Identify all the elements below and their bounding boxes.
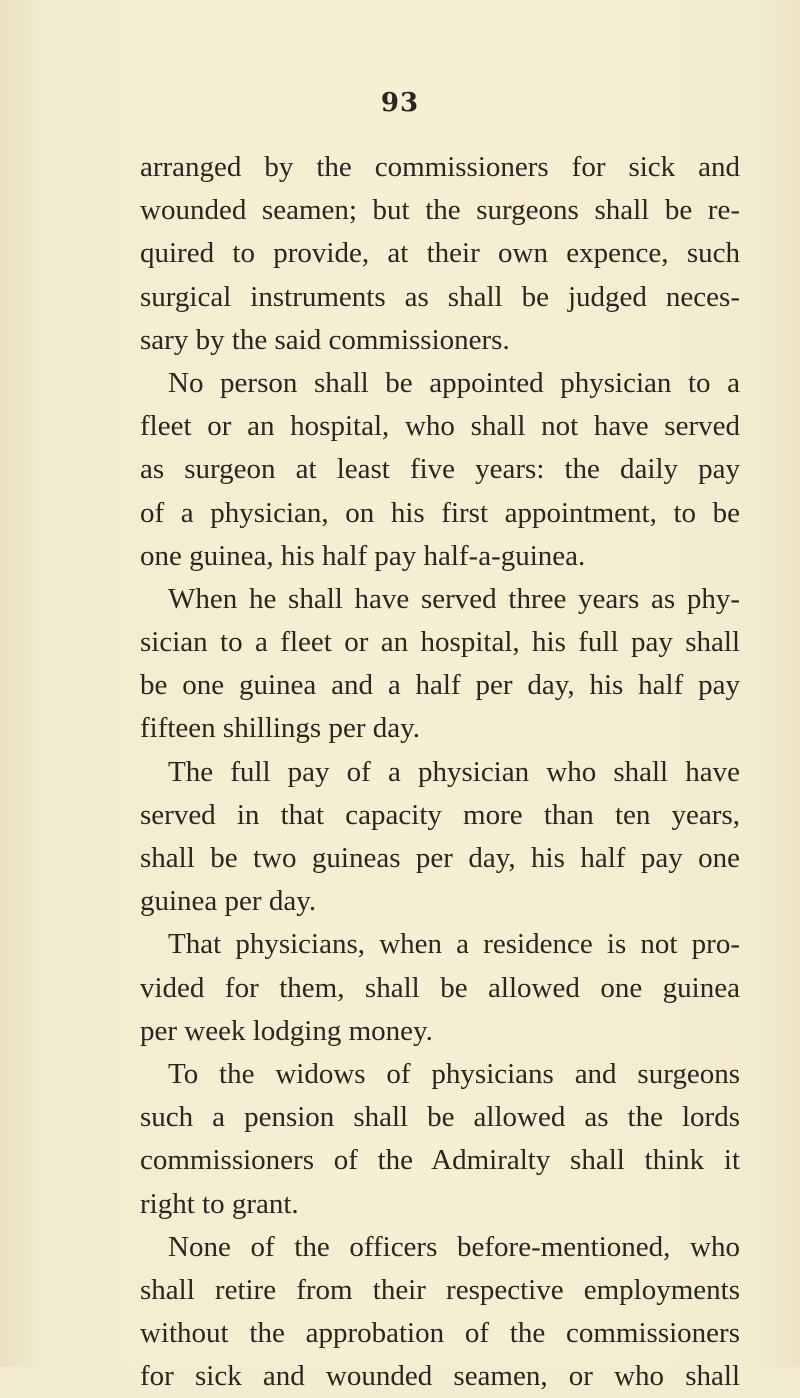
text-line: shall be two guineas per day, his half pay one — [140, 842, 740, 874]
text-line: When he shall have served three years as phy- — [168, 582, 740, 615]
text-line: for sick and wounded seamen, or who shall — [140, 1360, 740, 1393]
text-line: fifteen shillings per day. — [140, 712, 420, 745]
text-line: without the approbation of the commissioners — [140, 1317, 740, 1350]
text-line: such a pension shall be allowed as the lords — [140, 1101, 740, 1134]
text-line: The full pay of a physician who shall have — [168, 755, 740, 788]
text-line: per week lodging money. — [140, 1014, 433, 1047]
text-line: of a physician, on his first appointment, to be — [140, 496, 740, 529]
page-number: 93 — [380, 88, 420, 118]
text-line: No person shall be appointed physician to a — [168, 366, 740, 399]
text-line: commissioners of the Admiralty shall think it — [140, 1144, 740, 1177]
body-text — [140, 146, 740, 1398]
text-line: fleet or an hospital, who shall not have served — [140, 410, 740, 443]
text-line: guinea per day. — [140, 885, 317, 918]
text-line: sary by the said commissioners. — [140, 323, 510, 356]
text-line: None of the officers before-mentioned, who — [168, 1230, 740, 1263]
text-line: That physicians, when a residence is not pro- — [168, 928, 740, 961]
text-line: wounded seamen; but the surgeons shall be re- — [140, 194, 740, 227]
text-line: right to grant. — [140, 1187, 299, 1220]
text-line: as surgeon at least five years: the daily pay — [140, 453, 740, 486]
text-line: To the widows of physicians and surgeons — [168, 1057, 740, 1090]
text-line: sician to a fleet or an hospital, his full pay shall — [140, 626, 740, 659]
text-line: one guinea, his half pay half-a-guinea. — [140, 539, 586, 572]
text-line: quired to provide, at their own expence, such — [140, 237, 740, 270]
text-line: arranged by the commissioners for sick and — [140, 151, 740, 183]
text-line: shall retire from their respective employments — [140, 1273, 740, 1306]
text-line: surgical instruments as shall be judged neces- — [140, 280, 740, 313]
text-line: vided for them, shall be allowed one guinea — [140, 971, 740, 1004]
text-line: be one guinea and a half per day, his half pay — [140, 669, 740, 702]
text-line: served in that capacity more than ten years, — [140, 798, 740, 831]
